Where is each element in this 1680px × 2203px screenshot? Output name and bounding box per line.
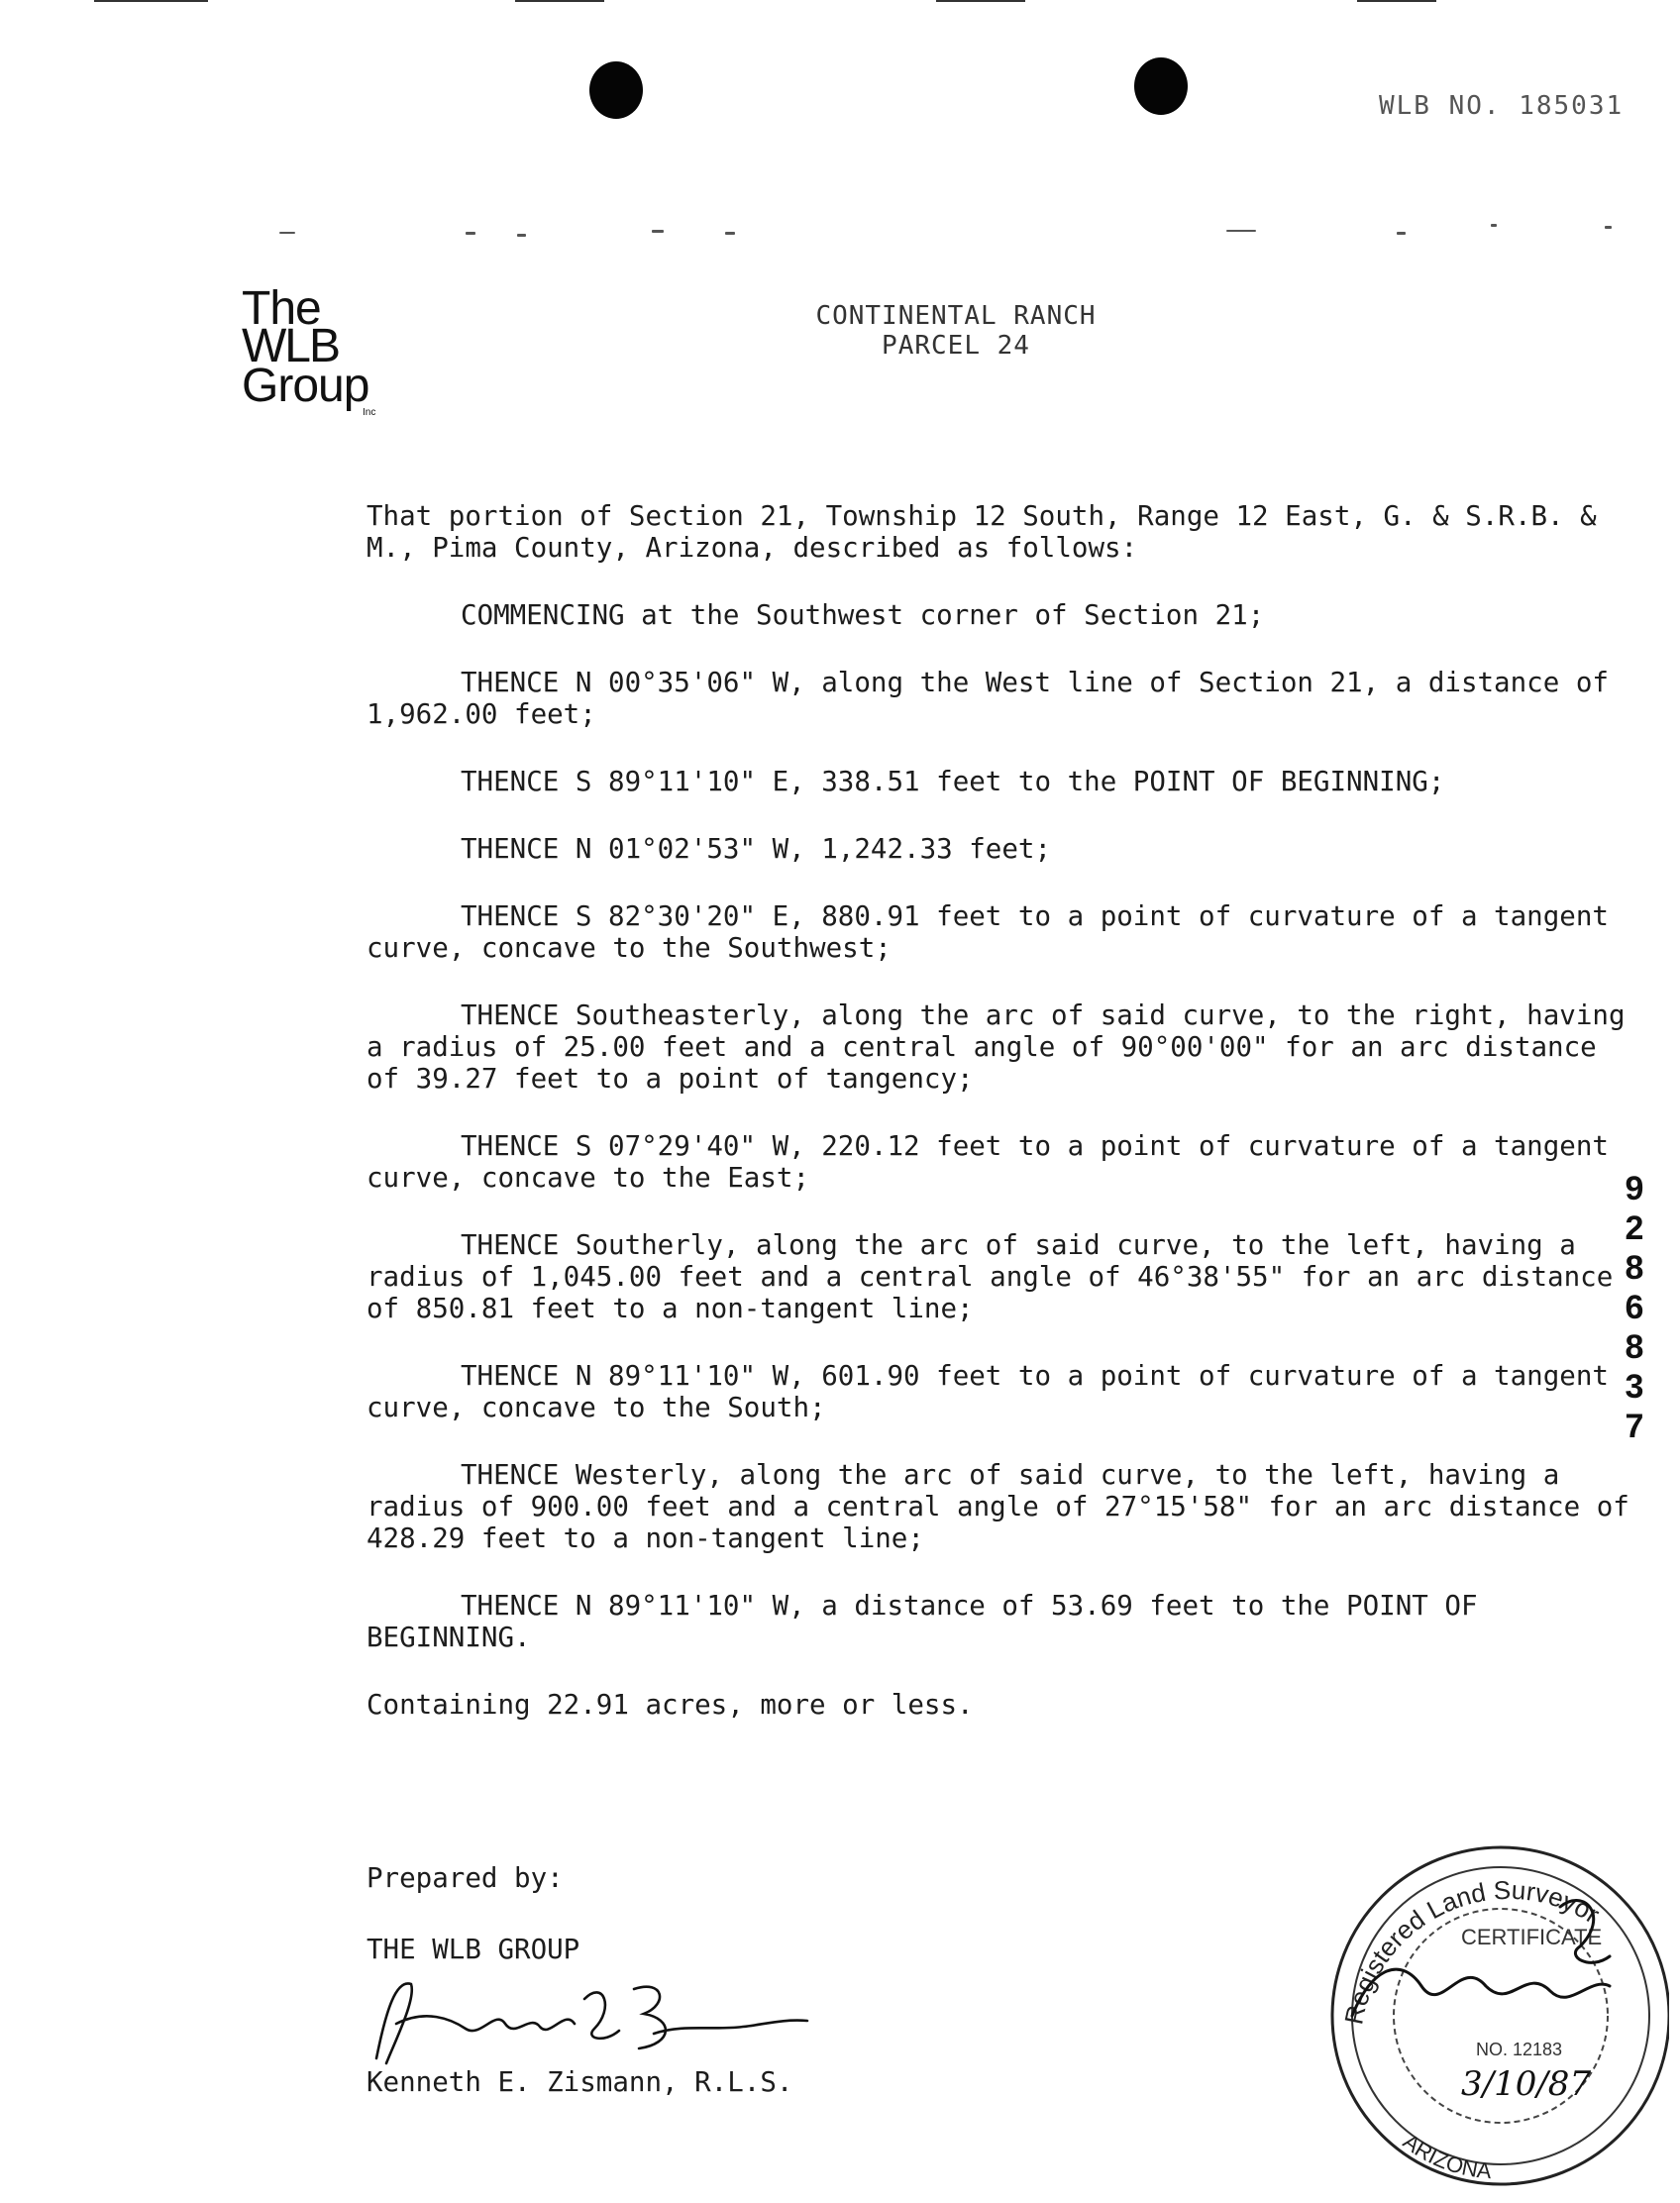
scan-speck <box>279 232 295 234</box>
recording-number-stamp <box>1612 1169 1657 1446</box>
reference-number: WLB NO. 185031 <box>1379 91 1625 121</box>
scan-speck <box>652 230 664 233</box>
scan-speck <box>1605 226 1612 229</box>
call-paragraph: THENCE Southeasterly, along the arc of said curve, to the right, having a radius of 25.00 feet and a central angle of 90°00'00" for an arc distance of 39.27 feet to a point of tangency; <box>367 999 1626 1095</box>
intro-paragraph: That portion of Section 21, Township 12 South, Range 12 East, G. & S.R.B. & M., Pima County, Arizona, described as follows: <box>367 500 1597 564</box>
scan-rule <box>1357 0 1436 2</box>
seal-bottom-text: ARIZONA <box>1398 2129 1493 2184</box>
legal-description <box>367 500 1654 1756</box>
title-line-project: CONTINENTAL RANCH <box>815 301 1097 331</box>
logo-line-group: Group <box>242 360 369 412</box>
call-paragraph: THENCE Westerly, along the arc of said curve, to the left, having a radius of 900.00 feet and a central angle of 27°15'58" for an arc distance of 428.29 feet to a non-tangent line; <box>367 1459 1629 1554</box>
acreage-statement: Containing 22.91 acres, more or less. <box>367 1689 974 1721</box>
call-paragraph: COMMENCING at the Southwest corner of Section 21; <box>461 599 1265 631</box>
seal-date: 3/10/87 <box>1461 2064 1592 2104</box>
seal-certificate: CERTIFICATE <box>1461 1925 1603 1949</box>
punch-hole <box>589 61 643 119</box>
wlb-group-logo <box>242 282 410 418</box>
title-line-parcel: PARCEL 24 <box>882 331 1030 361</box>
stamp-digit: 2 <box>1625 1209 1644 1247</box>
call-paragraph: THENCE N 01°02'53" W, 1,242.33 feet; <box>461 833 1052 865</box>
stamp-digit: 8 <box>1625 1328 1644 1366</box>
scan-speck <box>1226 230 1256 232</box>
stamp-digit: 7 <box>1625 1408 1644 1445</box>
call-paragraph: THENCE S 89°11'10" E, 338.51 feet to the POINT OF BEGINNING; <box>461 766 1445 797</box>
scan-rule <box>94 0 208 2</box>
call-paragraph: THENCE S 07°29'40" W, 220.12 feet to a point of curvature of a tangent curve, concave to the East; <box>367 1130 1609 1194</box>
preparer-firm: THE WLB GROUP <box>367 1934 580 1965</box>
stamp-digit: 6 <box>1625 1289 1644 1326</box>
scan-speck <box>466 232 475 235</box>
stamp-digit: 3 <box>1625 1368 1644 1406</box>
signer-name: Kenneth E. Zismann, R.L.S. <box>367 2066 793 2098</box>
scan-speck <box>517 234 526 237</box>
logo-suffix: Inc <box>363 407 376 418</box>
call-paragraph: THENCE Southerly, along the arc of said curve, to the left, having a radius of 1,045.00 feet and a central angle of 46°38'55" for an arc distance of 850.81 feet to a non-tangent line; <box>367 1229 1614 1324</box>
stamp-digit: 8 <box>1625 1249 1644 1287</box>
scan-rule <box>515 0 604 2</box>
scan-speck <box>1491 224 1497 227</box>
prepared-by-label: Prepared by: <box>367 1862 564 1894</box>
surveyor-seal <box>1312 1798 1669 2194</box>
call-paragraph: THENCE N 89°11'10" W, 601.90 feet to a point of curvature of a tangent curve, concave to the South; <box>367 1360 1609 1423</box>
seal-number: NO. 12183 <box>1476 2040 1563 2059</box>
scan-speck <box>1397 232 1406 235</box>
call-paragraph: THENCE S 82°30'20" E, 880.91 feet to a point of curvature of a tangent curve, concave to the Southwest; <box>367 900 1609 964</box>
seal-top-text: Registered Land Surveyor <box>1338 1874 1606 2028</box>
call-paragraph: THENCE N 00°35'06" W, along the West line of Section 21, a distance of 1,962.00 feet; <box>367 667 1609 730</box>
handwritten-signature <box>357 1969 812 2078</box>
scan-rule <box>936 0 1025 2</box>
punch-hole <box>1134 57 1188 115</box>
logo-line-the: The <box>242 282 321 335</box>
call-paragraph: THENCE N 89°11'10" W, a distance of 53.69 feet to the POINT OF BEGINNING. <box>367 1590 1478 1653</box>
stamp-digit: 9 <box>1625 1170 1644 1207</box>
logo-line-wlb: WLB <box>242 320 340 372</box>
scan-speck <box>725 232 735 235</box>
document-title <box>693 301 1218 361</box>
